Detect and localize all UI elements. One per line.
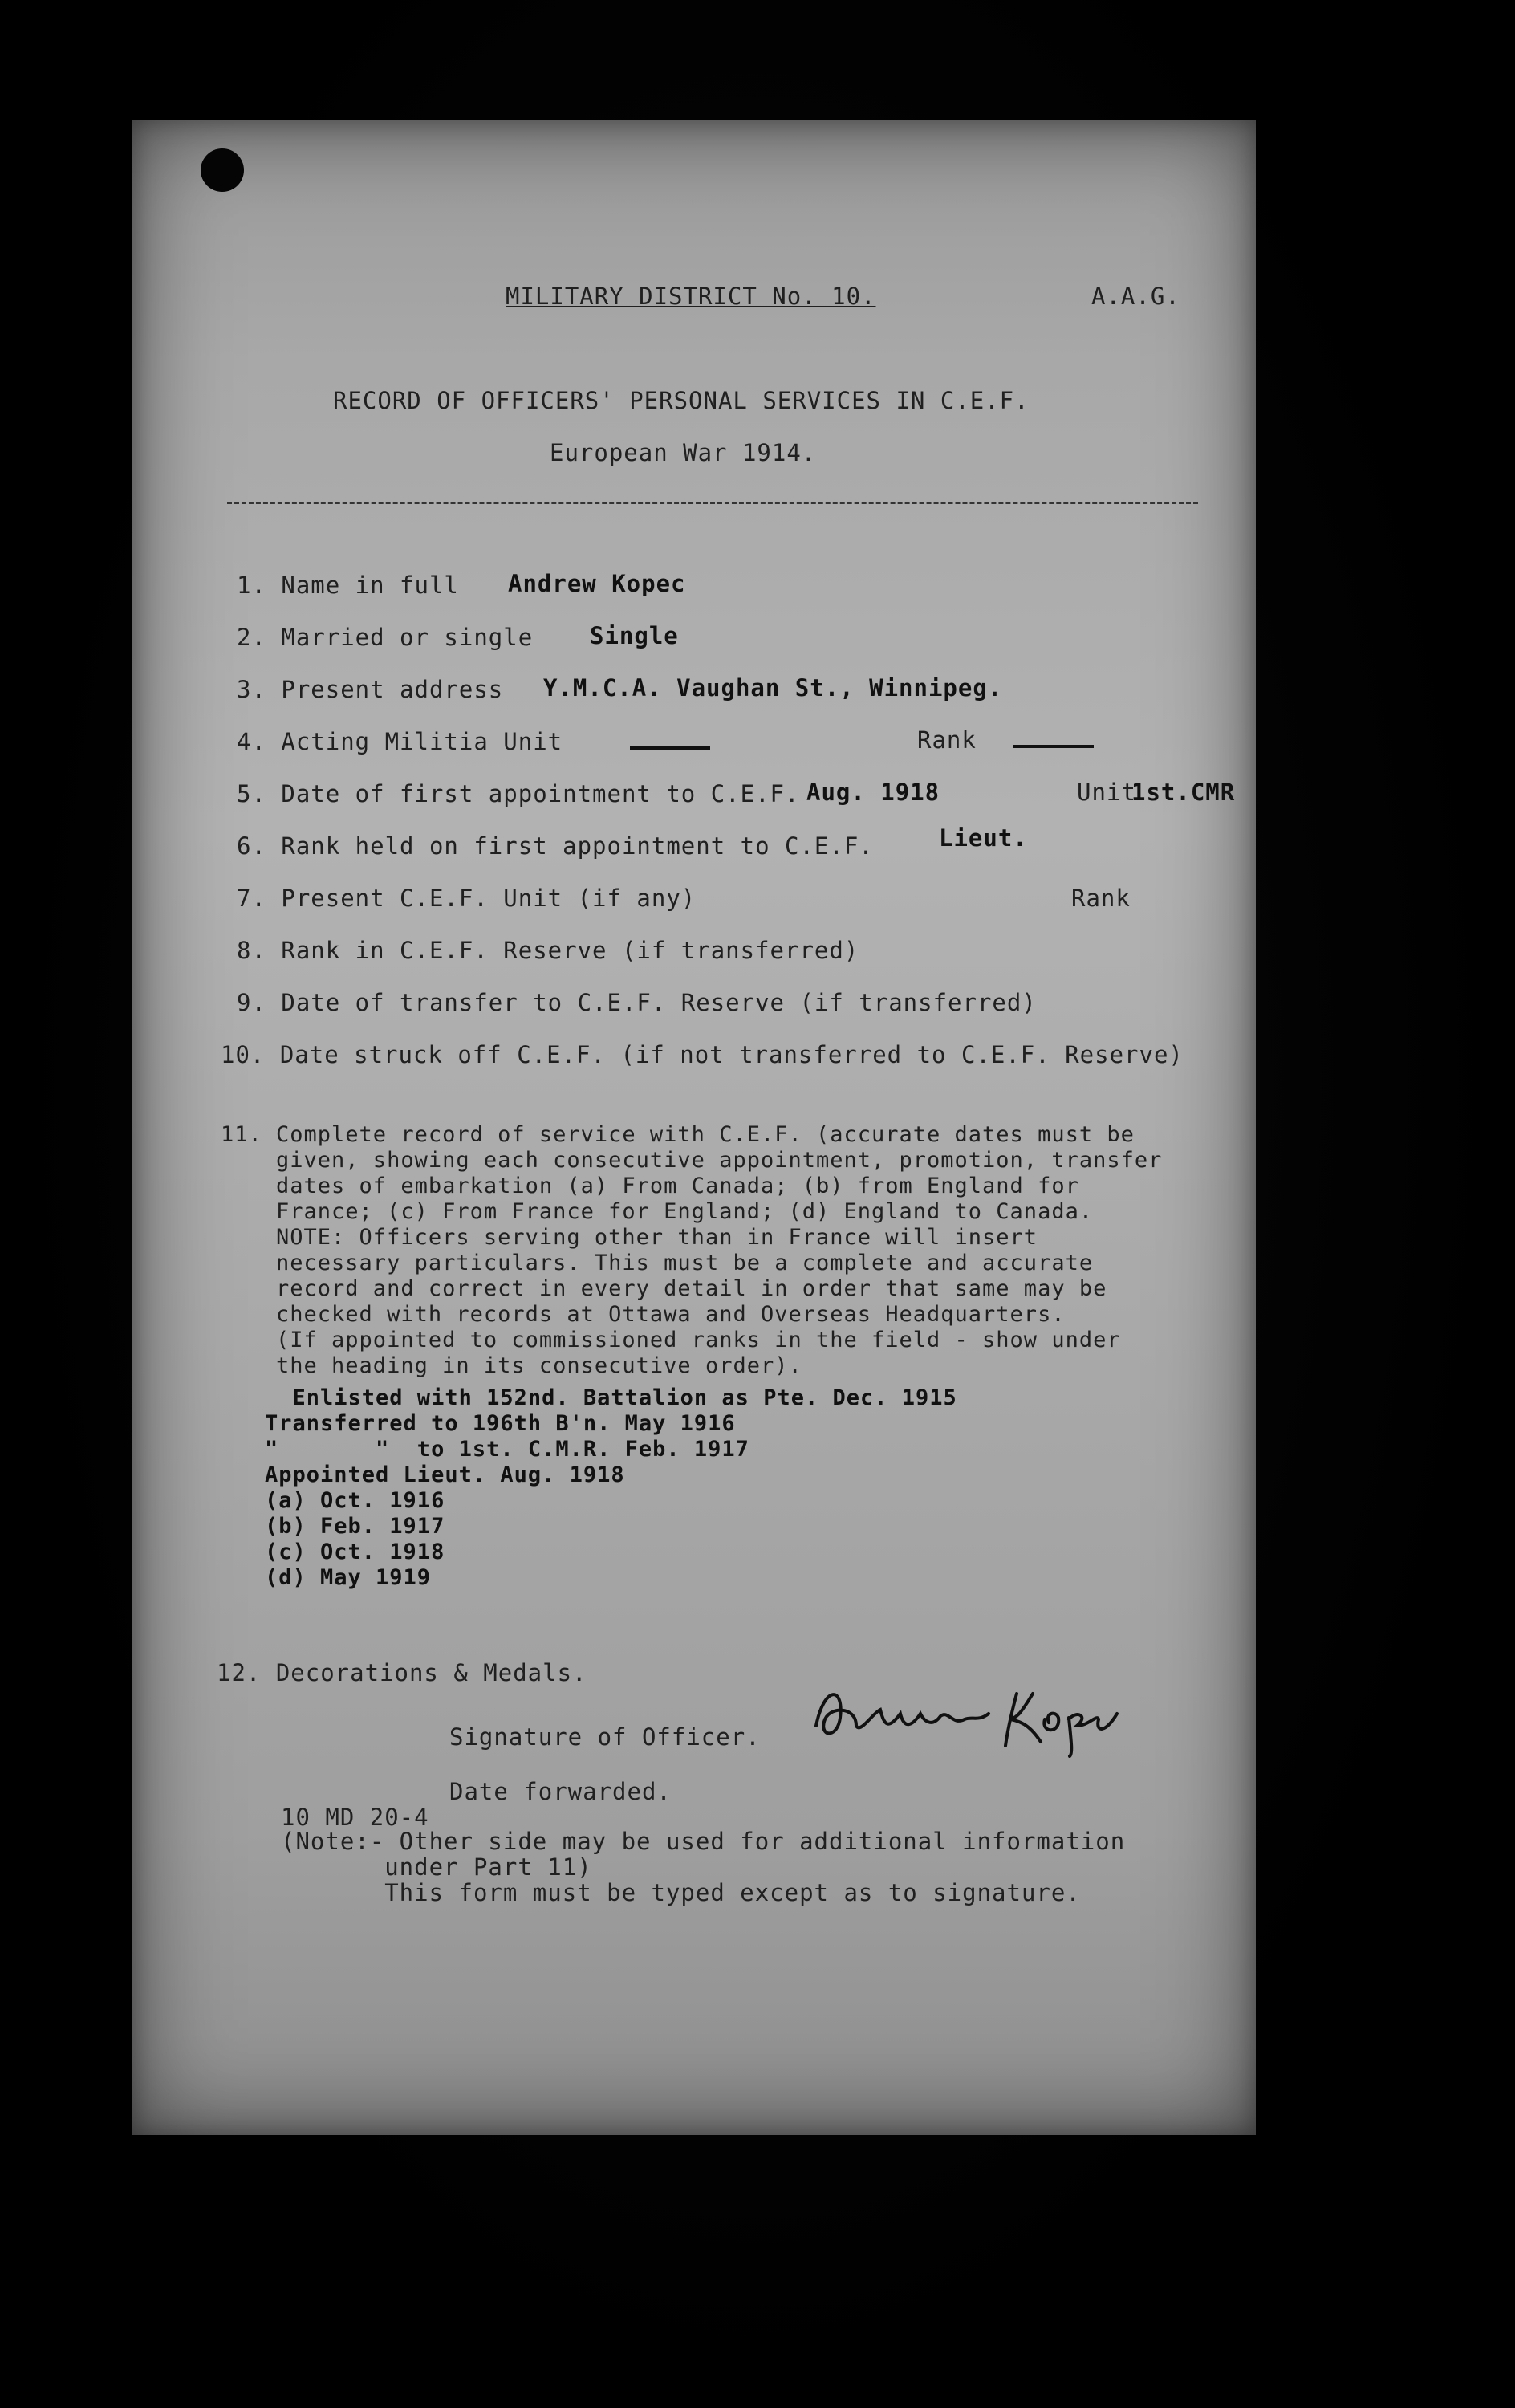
field-4-label: 4. Acting Militia Unit [237, 728, 563, 755]
field-5-unit-value: 1st.CMR [1131, 779, 1236, 806]
officer-signature [800, 1670, 1153, 1758]
signature-label: Signature of Officer. [449, 1723, 761, 1751]
instruction-line: France; (c) From France for England; (d) England to Canada. [221, 1199, 1094, 1224]
instruction-line: given, showing each consecutive appointment, promotion, transfer [221, 1148, 1163, 1173]
field-6-label: 6. Rank held on first appointment to C.E.F. [237, 832, 874, 860]
instruction-line: 11. Complete record of service with C.E.F. (accurate dates must be [221, 1122, 1135, 1147]
document-sheet [132, 120, 1256, 2135]
field-10-label: 10. Date struck off C.E.F. (if not transferred to C.E.F. Reserve) [221, 1041, 1184, 1068]
field-5-unit-label: Unit [1077, 779, 1136, 806]
form-subtitle: European War 1914. [550, 439, 817, 466]
instruction-line: checked with records at Ottawa and Overseas Headquarters. [221, 1302, 1066, 1327]
field-5-value: Aug. 1918 [806, 779, 940, 806]
field-3-value: Y.M.C.A. Vaughan St., Winnipeg. [543, 674, 1003, 702]
field-1-label: 1. Name in full [237, 571, 459, 599]
service-record-line: Appointed Lieut. Aug. 1918 [265, 1462, 625, 1487]
note-line-1: (Note:- Other side may be used for additional information [281, 1828, 1126, 1855]
instruction-line: dates of embarkation (a) From Canada; (b) from England for [221, 1173, 1079, 1198]
date-forwarded-label: Date forwarded. [449, 1778, 672, 1805]
instruction-line: record and correct in every detail in order that same may be [221, 1276, 1107, 1301]
field-3-label: 3. Present address [237, 676, 504, 703]
form-code-aag: A.A.G. [1091, 283, 1180, 310]
instruction-line: necessary particulars. This must be a complete and accurate [221, 1251, 1094, 1275]
field-8-label: 8. Rank in C.E.F. Reserve (if transferred) [237, 937, 859, 964]
field-7-label: 7. Present C.E.F. Unit (if any) [237, 885, 697, 912]
service-record-line: Transferred to 196th B'n. May 1916 [265, 1411, 736, 1436]
punch-hole [201, 148, 244, 192]
field-9-label: 9. Date of transfer to C.E.F. Reserve (if transferred) [237, 989, 1037, 1016]
form-title: RECORD OF OFFICERS' PERSONAL SERVICES IN C.E.F. [333, 387, 1030, 414]
field-4-blank [630, 746, 710, 750]
instruction-line: (If appointed to commissioned ranks in the field - show under [221, 1328, 1121, 1352]
district-heading: MILITARY DISTRICT No. 10. [506, 283, 876, 310]
service-record-line: (c) Oct. 1918 [265, 1540, 445, 1564]
instruction-line: the heading in its consecutive order). [221, 1353, 802, 1378]
service-record-line: (b) Feb. 1917 [265, 1514, 445, 1539]
service-record-line: (d) May 1919 [265, 1565, 432, 1590]
note-line-2: under Part 11) [281, 1853, 592, 1881]
service-record-line: " " to 1st. C.M.R. Feb. 1917 [265, 1437, 749, 1462]
field-2-value: Single [590, 622, 679, 649]
separator-line [227, 502, 1198, 504]
service-record-line: (a) Oct. 1916 [265, 1488, 445, 1513]
form-number: 10 MD 20-4 [281, 1804, 429, 1831]
field-5-label: 5. Date of first appointment to C.E.F. [237, 780, 800, 807]
field-7-rank-label: Rank [1071, 885, 1131, 912]
field-4-rank-label: Rank [917, 726, 977, 754]
service-record-line: Enlisted with 152nd. Battalion as Pte. Dec. 1915 [265, 1385, 957, 1410]
field-2-label: 2. Married or single [237, 624, 534, 651]
field-1-value: Andrew Kopec [508, 570, 686, 597]
instruction-line: NOTE: Officers serving other than in France will insert [221, 1225, 1038, 1250]
note-line-3: This form must be typed except as to signature. [281, 1879, 1081, 1906]
field-12-label: 12. Decorations & Medals. [217, 1659, 587, 1686]
field-6-value: Lieut. [939, 824, 1028, 852]
field-4-rank-blank [1013, 745, 1094, 748]
